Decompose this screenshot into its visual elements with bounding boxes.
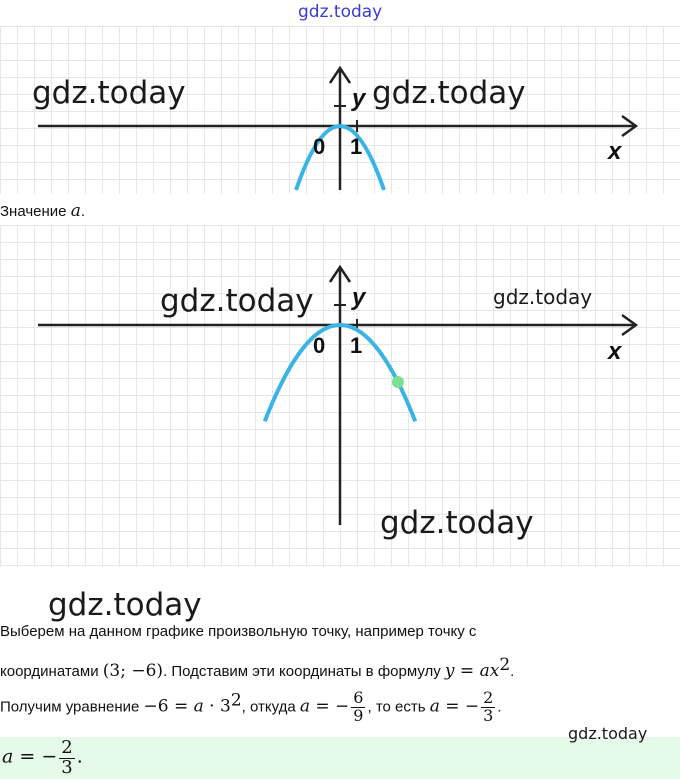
watermark: gdz.today [568,724,648,743]
graph-2 [0,225,680,567]
caption: Значение a. [0,201,85,221]
chosen-point [392,376,404,388]
fraction: $\frac{2}{3}$ [483,688,494,725]
paragraph-line-2: координатами (3; −6). Подставим эти координаты в формулу $y = ax^2$. [0,655,515,681]
watermark: gdz.today [160,283,314,319]
origin-label: 0 [313,134,326,159]
paragraph-line-1: Выберем на данном графике произвольную точку, например точку с [0,623,477,640]
origin-label: 0 [313,333,326,358]
graph-2-svg [0,225,680,567]
watermark: gdz.today [48,587,202,623]
paragraph-line-3: Получим уравнение $-6 = a \cdot 3^2$, откуда a = − $\frac{6}{9}$ , то есть a = − $\frac{2}{3}$ . [0,688,502,725]
watermark: gdz.today [380,505,534,541]
x-axis-label: x [608,138,622,165]
watermark: gdz.today [493,285,593,309]
tick-one-label: 1 [350,333,363,358]
watermark: gdz.today [32,75,186,111]
answer-box [0,737,680,779]
fraction: $\frac{2}{3}$ [61,737,73,778]
y-axis-label: y [352,85,366,112]
y-axis-label: y [352,284,366,311]
answer-formula: a = − $\frac{2}{3}$ . [2,737,83,778]
x-axis-label: x [608,338,622,365]
tick-one-label: 1 [350,134,363,159]
watermark: gdz.today [372,75,526,111]
fraction: $\frac{6}{9}$ [353,688,364,725]
watermark-top[interactable]: gdz.today [298,2,383,22]
